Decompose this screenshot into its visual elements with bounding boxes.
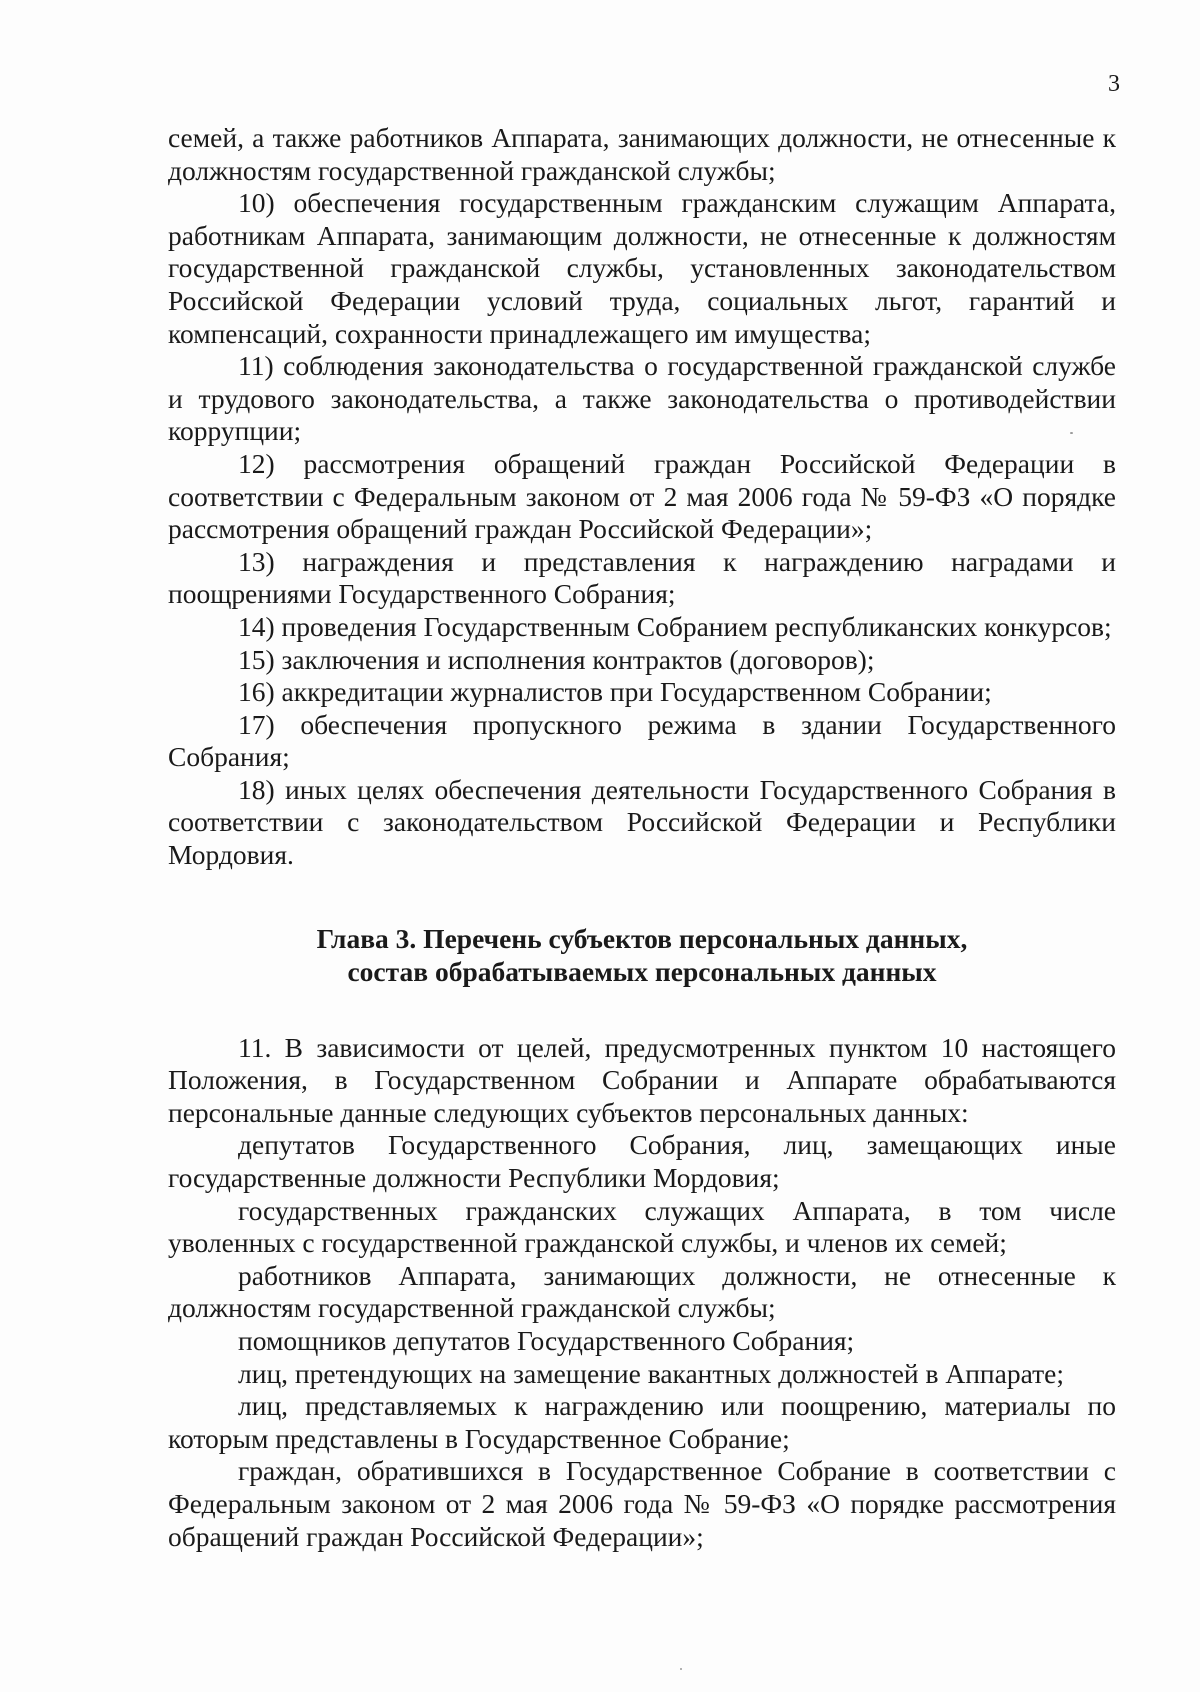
- paragraph: 11. В зависимости от целей, предусмотренных пунктом 10 настоящего Положения, в Государственном Собрании и Аппарате обрабатываются персональные данные следующих субъектов персональных данных:: [168, 1031, 1116, 1128]
- paragraph: 15) заключения и исполнения контрактов (договоров);: [238, 643, 875, 675]
- paragraph: помощников депутатов Государственного Собрания;: [238, 1325, 855, 1356]
- paragraph: семей, а также работников Аппарата, занимающих должности, не отнесенные к должностям государственной гражданской службы;: [168, 122, 1116, 186]
- chapter-heading-line: Глава 3. Перечень субъектов персональных данных,: [316, 922, 968, 954]
- paragraph: 17) обеспечения пропускного режима в здании Государственного Собрания;: [168, 708, 1116, 773]
- paragraph: лиц, претендующих на замещение вакантных должностей в Аппарате;: [238, 1357, 1064, 1389]
- paragraph: граждан, обратившихся в Государственное Собрание в соответствии с Федеральным законом от 2 мая 2006 года № 59-ФЗ «О порядке рассмотрения обращений граждан Российской Федерации»;: [168, 1455, 1116, 1552]
- paragraph: 13) награждения и представления к награждению наградами и поощрениями Государственного Собрания;: [168, 545, 1116, 610]
- paragraph: государственных гражданских служащих Аппарата, в том числе уволенных с государственной гражданской службы, и членов их семей;: [168, 1194, 1116, 1259]
- paragraph: 11) соблюдения законодательства о государственной гражданской службе и трудового законодательства, а также законодательства о противодействии коррупции;: [168, 350, 1116, 447]
- paragraph: 12) рассмотрения обращений граждан Российской Федерации в соответствии с Федеральным законом от 2 мая 2006 года № 59-ФЗ «О порядке рассмотрения обращений граждан Российской Федерации»;: [168, 447, 1116, 545]
- chapter-heading: [168, 922, 1116, 988]
- paragraphs-after: [168, 1032, 1116, 1554]
- paragraph: 14) проведения Государственным Собранием республиканских конкурсов;: [238, 610, 1112, 642]
- paragraph: депутатов Государственного Собрания, лиц, замещающих иные государственные должности Республики Мордовия;: [168, 1129, 1116, 1194]
- page-number: 3: [1108, 71, 1120, 97]
- paragraph: 10) обеспечения государственным гражданским служащим Аппарата, работникам Аппарата, занимающим должности, не отнесенные к должностям государственной гражданской службы, установленных законодательством Российской Федерации условий труда, социальных льгот, гарантий и компенсаций, сохранности принадлежащего им имущества;: [168, 187, 1116, 349]
- paragraph: лиц, представляемых к награждению или поощрению, материалы по которым представлены в Государственное Собрание;: [168, 1390, 1116, 1454]
- document-body: [168, 122, 1116, 1553]
- chapter-heading-line: состав обрабатываемых персональных данных: [347, 955, 937, 987]
- scan-speck: [680, 1668, 682, 1670]
- paragraph: 18) иных целях обеспечения деятельности Государственного Собрания в соответствии с законодательством Российской Федерации и Республики Мордовия.: [168, 773, 1116, 871]
- paragraphs-before: [168, 122, 1116, 872]
- paragraph: 16) аккредитации журналистов при Государственном Собрании;: [238, 676, 992, 708]
- paragraph: работников Аппарата, занимающих должности, не отнесенные к должностям государственной гражданской службы;: [168, 1259, 1116, 1324]
